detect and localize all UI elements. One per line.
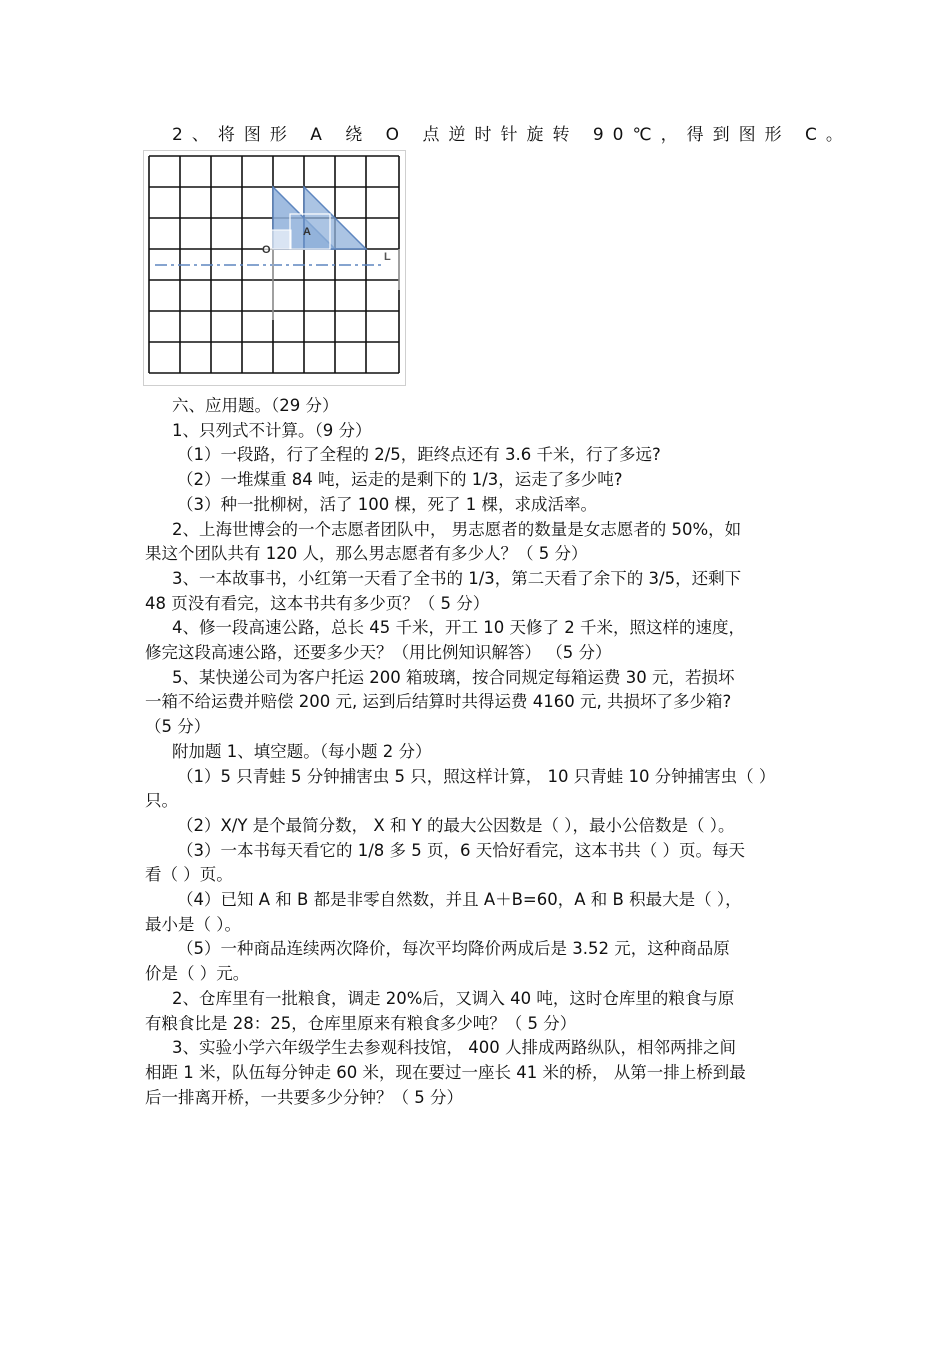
text-line: 相距 1 米，队伍每分钟走 60 米，现在要过一座长 41 米的桥， 从第一排上桥到最 (145, 1062, 746, 1082)
text-line: 价是（ ）元。 (145, 964, 250, 984)
text-line: 5、某快递公司为客户托运 200 箱玻璃，按合同规定每箱运费 30 元，若损坏 (172, 667, 735, 687)
text-line: 一箱不给运费并赔偿 200 元, 运到后结算时共得运费 4160 元, 共损坏了多少箱? (145, 692, 732, 712)
label-a: A (303, 226, 311, 238)
text-line: （3）种一批柳树，活了 100 棵，死了 1 棵，求成活率。 (177, 494, 597, 514)
text-line: 附加题 1、填空题。（每小题 2 分） (172, 741, 432, 761)
text-line: 4、修一段高速公路，总长 45 千米，开工 10 天修了 2 千米，照这样的速度， (172, 618, 745, 638)
text-line: （4）已知 A 和 B 都是非零自然数，并且 A＋B=60，A 和 B 积最大是（ ）， (177, 890, 742, 910)
text-line: 3、一本故事书，小红第一天看了全书的 1/3，第二天看了余下的 3/5，还剩下 (172, 568, 742, 588)
text-line: 六、应用题。（29 分） (172, 396, 339, 415)
text-line: 有粮食比是 28：25，仓库里原来有粮食多少吨？（ 5 分） (145, 1013, 577, 1033)
text-line: 只。 (145, 791, 178, 811)
text-line: （5）一种商品连续两次降价，每次平均降价两成后是 3.52 元，这种商品原 (177, 939, 730, 959)
text-line: 2、上海世博会的一个志愿者团队中， 男志愿者的数量是女志愿者的 50%，如 (172, 519, 742, 539)
text-line: 3、实验小学六年级学生去参观科技馆， 400 人排成两路纵队，相邻两排之间 (172, 1038, 736, 1058)
text-line: （2）一堆煤重 84 吨，运走的是剩下的 1/3，运走了多少吨? (177, 470, 623, 490)
text-line: 2、仓库里有一批粮食，调走 20%后，又调入 40 吨，这时仓库里的粮食与原 (172, 988, 735, 1008)
text-line: （5 分） (145, 717, 211, 737)
text-line: 修完这段高速公路，还要多少天？（用比例知识解答） （5 分） (145, 643, 612, 663)
text-line: 果这个团队共有 120 人，那么男志愿者有多少人？（ 5 分） (145, 544, 588, 564)
applied-problems (145, 394, 810, 1110)
rotation-grid-figure (143, 150, 407, 386)
text-line: （3）一本书每天看它的 1/8 多 5 页，6 天恰好看完，这本书共（ ）页。每天 (177, 840, 746, 860)
label-o: O (262, 244, 271, 256)
rotation-question: 2、将图形 A 绕 O 点逆时针旋转 90℃，得到图形 C。 (172, 125, 852, 145)
text-line: 后一排离开桥，一共要多少分钟？（ 5 分） (145, 1087, 463, 1107)
text-line: 看（ ）页。 (145, 865, 233, 885)
text-line: （1）一段路，行了全程的 2/5，距终点还有 3.6 千米，行了多远? (177, 445, 661, 465)
text-line: （1）5 只青蛙 5 分钟捕害虫 5 只，照这样计算， 10 只青蛙 10 分钟捕害虫（ ） (177, 766, 776, 786)
text-line: 最小是（ ）。 (145, 914, 241, 934)
text-line: 48 页没有看完，这本书共有多少页？（ 5 分） (145, 593, 490, 613)
text-line: （2）X/Y 是个最简分数， X 和 Y 的最大公因数是（ ），最小公倍数是（ ）。 (177, 815, 735, 835)
label-l: L (384, 251, 391, 263)
text-line: 1、只列式不计算。（9 分） (172, 420, 372, 440)
